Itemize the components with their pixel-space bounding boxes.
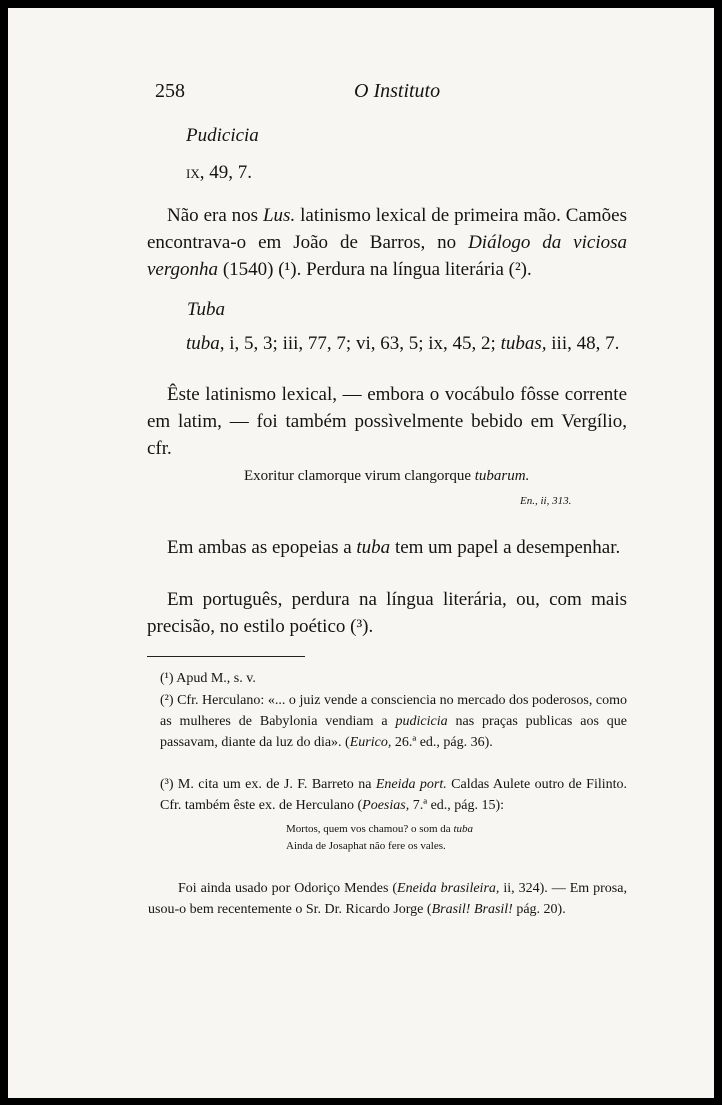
footnote-3-continuation: Foi ainda usado por Odoriço Mendes (Eneida brasileira, ii, 324). — Em prosa, usou-o bem recentemente o Sr. Dr. Ricardo Jorge (Brasil! Brasil! pág. 20).	[148, 881, 627, 917]
paragraph-latinismo: Êste latinismo lexical, — embora o vocábulo fôsse corrente em latim, — foi também possìvelmente bebido em Vergílio, cfr.	[147, 384, 627, 459]
footnote-divider	[147, 656, 305, 657]
book-page	[8, 8, 714, 1098]
footnote-2: (²) Cfr. Herculano: «... o juiz vende a consciencia no mercado dos poderosos, como as mulheres de Babylonia vendiam a pudicicia nas praças publicas aos que passavam, diante da luz do dia». (Eurico, 26.ª ed., pág. 36).	[160, 693, 627, 750]
quote-source: En., ii, 313.	[520, 495, 572, 507]
footnote-1: (¹) Apud M., s. v.	[160, 671, 256, 686]
paragraph-epopeias: Em ambas as epopeias a tuba tem um papel a desempenhar.	[167, 537, 621, 558]
verse-line-2: Ainda de Josaphat não fere os vales.	[286, 840, 446, 852]
paragraph-portugues: Em português, perdura na língua literária, ou, com mais precisão, no estilo poético (³).	[147, 589, 627, 637]
page-number: 258	[155, 80, 185, 102]
entry-refs-tuba: tuba, i, 5, 3; iii, 77, 7; vi, 63, 5; ix, 45, 2; tubas, iii, 48, 7.	[186, 333, 620, 354]
latin-quote: Exoritur clamorque virum clangorque tubarum.	[244, 468, 530, 484]
footnote-3: (³) M. cita um ex. de J. F. Barreto na Eneida port. Caldas Aulete outro de Filinto. Cfr. também êste ex. de Herculano (Poesias, 7.ª ed., pág. 15):	[160, 777, 627, 813]
entry-term-tuba: Tuba	[187, 299, 226, 320]
running-title: O Instituto	[354, 80, 441, 102]
verse-line-1: Mortos, quem vos chamou? o som da tuba	[286, 823, 473, 835]
entry-term-pudicicia: Pudicicia	[186, 125, 259, 146]
paragraph-lus: Não era nos Lus. latinismo lexical de primeira mão. Camões encontrava-o em João de Barros, no Diálogo da viciosa vergonha (1540) (¹). Perdura na língua literária (²).	[147, 205, 627, 280]
entry-refs-pudicicia: ix, 49, 7.	[186, 162, 252, 183]
